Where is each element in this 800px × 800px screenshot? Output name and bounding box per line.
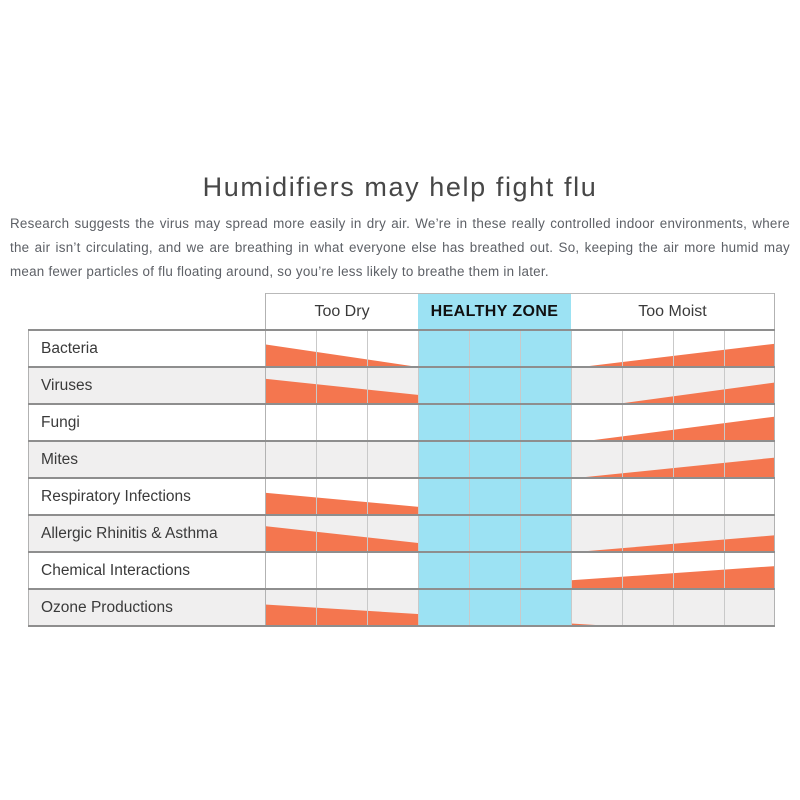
zone-header-too-moist-label: Too Moist [638,303,707,320]
row-label: Mites [41,450,79,468]
zone-header-too-dry [265,293,418,330]
zone-header-too-moist [571,293,775,330]
table-right-border [774,293,775,626]
table-row [28,404,775,441]
table-row [28,552,775,589]
zone-header-healthy-zone [418,293,571,330]
row-separator [28,514,775,516]
page-title: Humidifiers may help fight flu [202,172,598,202]
row-label: Allergic Rhinitis & Asthma [41,524,218,542]
row-separator [28,440,775,442]
row-label: Bacteria [41,339,98,357]
healthy-zone-highlight [418,293,571,626]
table-row [28,367,775,404]
row-separator [28,366,775,368]
table-row [28,589,775,626]
row-label: Viruses [41,376,93,394]
table-row [28,330,775,367]
zone-header-too-dry-label: Too Dry [314,303,370,320]
row-separator [28,625,775,627]
row-separator [28,329,775,331]
row-label: Respiratory Infections [41,487,191,505]
row-separator [28,551,775,553]
humidity-risk-table [28,293,775,626]
table-row [28,441,775,478]
label-column-border [265,293,266,626]
row-separator [28,403,775,405]
row-separator [28,588,775,590]
table-row [28,478,775,515]
row-label: Chemical Interactions [41,561,191,579]
row-label: Fungi [41,413,80,431]
intro-paragraph: Research suggests the virus may spread more easily in dry air. We’re in these really controlled indoor environments, where the air isn’t circulating, and we are breathing in what everyone else has breathed out. So, keeping the air more humid may mean fewer particles of flu floating around, so you’re less likely to breathe them in later. [10,216,790,279]
table-row [28,515,775,552]
row-separator [28,477,775,479]
zone-header-healthy-zone-label: HEALTHY ZONE [430,303,559,320]
row-label: Ozone Productions [41,598,173,616]
